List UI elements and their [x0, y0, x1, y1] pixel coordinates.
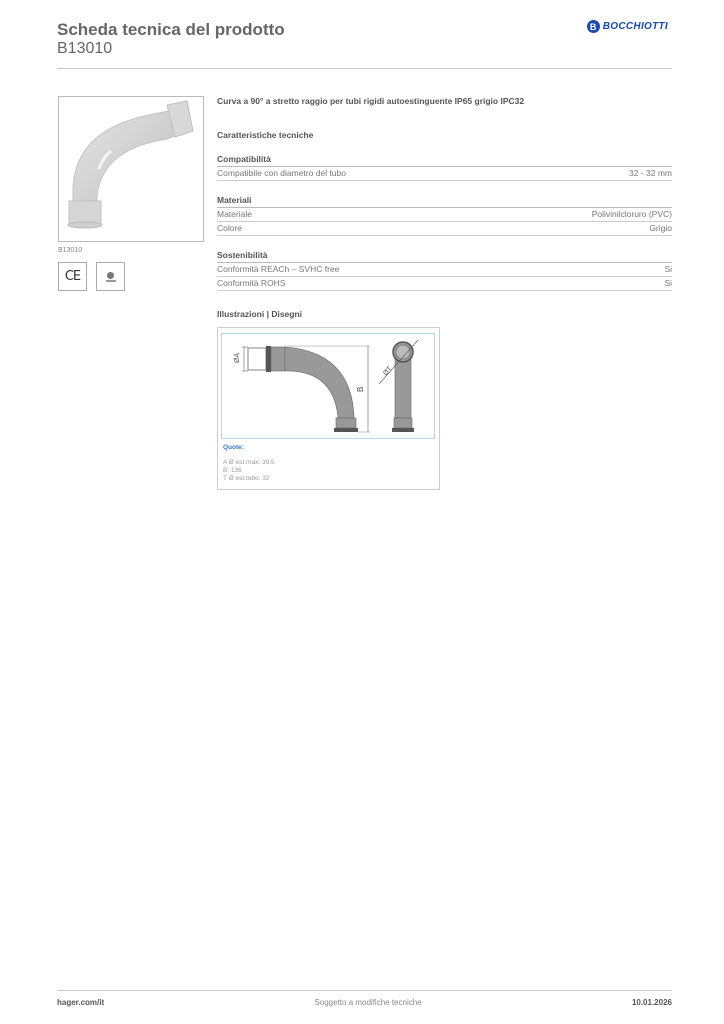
- product-photo: [58, 96, 204, 242]
- svg-text:ØA: ØA: [234, 352, 241, 363]
- spec-group-compatibility: [217, 154, 672, 181]
- svg-text:B: B: [356, 386, 365, 392]
- quotes-list: [223, 459, 275, 483]
- page-header: [57, 20, 672, 58]
- technical-drawing-box: [217, 327, 440, 490]
- product-code: B13010: [57, 40, 113, 57]
- header-divider: [57, 68, 672, 69]
- spec-value: Grigio: [649, 223, 672, 233]
- spec-label: Colore: [217, 223, 243, 233]
- brand-logo: [587, 20, 668, 33]
- photo-caption: B13010: [58, 247, 83, 254]
- website-link[interactable]: hager.com/it: [57, 998, 105, 1007]
- page-title: Scheda tecnica del prodotto: [57, 20, 285, 39]
- page-footer: [57, 998, 672, 1007]
- spec-value: 32 - 32 mm: [629, 168, 672, 178]
- curved-pipe-photo-icon: [59, 97, 203, 241]
- group-title: Compatibilità: [217, 154, 672, 167]
- spec-label: Compatibile con diametro del tubo: [217, 168, 346, 178]
- spec-row: [217, 277, 672, 291]
- quote-line: A Ø est.max: 39.5: [223, 459, 275, 466]
- spec-row: [217, 167, 672, 181]
- spec-label: Conformità ROHS: [217, 278, 286, 288]
- quote-line: B: 136: [223, 467, 242, 474]
- svg-text:ØT: ØT: [382, 365, 394, 378]
- group-title: Materiali: [217, 195, 672, 208]
- certification-badges: [58, 262, 204, 291]
- spec-value: Si: [664, 264, 672, 274]
- pipe-bend-drawing-icon: [222, 334, 434, 438]
- spec-row: [217, 208, 672, 222]
- product-details: [217, 96, 672, 490]
- technical-drawing: [221, 333, 435, 439]
- footer-note: Soggetto a modifiche tecniche: [314, 998, 422, 1007]
- spec-group-sustainability: [217, 250, 672, 291]
- spec-label: Conformità REACh – SVHC free: [217, 264, 340, 274]
- spec-value: Polivinilcloruro (PVC): [591, 209, 672, 219]
- spec-label: Materiale: [217, 209, 252, 219]
- spec-row: [217, 222, 672, 236]
- spec-value: Si: [664, 278, 672, 288]
- ce-mark-icon: CE: [58, 262, 87, 291]
- bocchiotti-logo-icon: B: [587, 20, 600, 33]
- spec-group-materials: [217, 195, 672, 236]
- section-title: Caratteristiche tecniche: [217, 130, 314, 140]
- quotes-title: Quote:: [223, 444, 244, 451]
- footer-divider: [57, 990, 672, 991]
- document-date: 10.01.2026: [631, 998, 672, 1007]
- quote-line: T Ø est.tubo: 32: [223, 475, 270, 482]
- product-image-column: [58, 96, 204, 291]
- group-title: Sostenibilità: [217, 250, 672, 263]
- quality-mark-icon: [96, 262, 125, 291]
- product-description: Curva a 90° a stretto raggio per tubi rigidi autoestinguente IP65 grigio IPC32: [217, 96, 525, 106]
- spec-row: [217, 263, 672, 277]
- illustrations-title: Illustrazioni | Disegni: [217, 309, 303, 319]
- brand-name: BOCCHIOTTI: [602, 21, 668, 32]
